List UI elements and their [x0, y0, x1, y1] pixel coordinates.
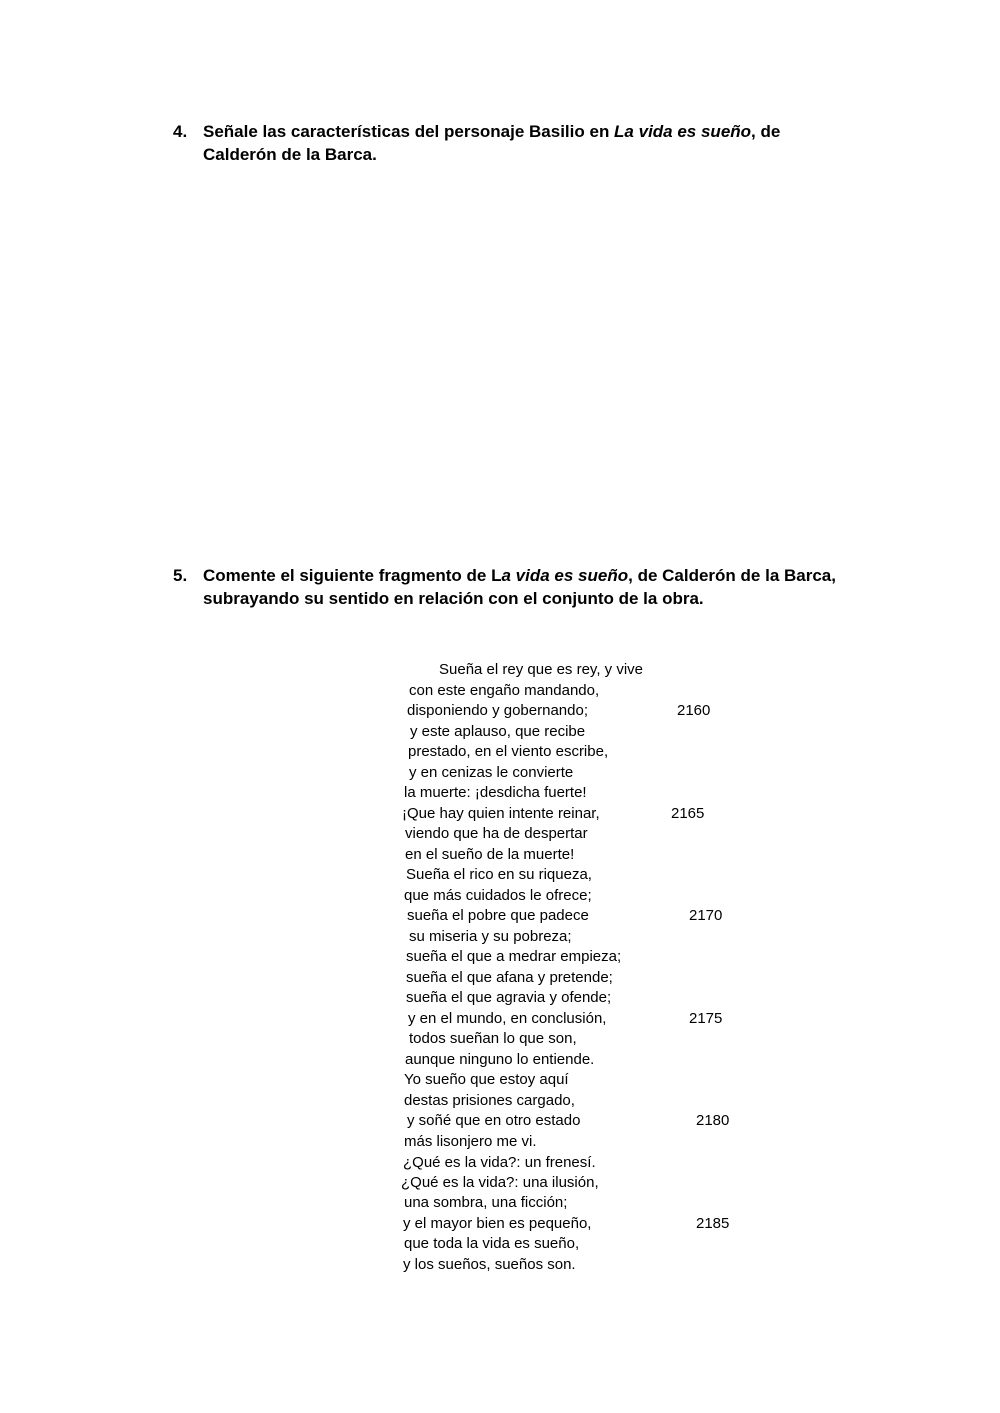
- poem-line: sueña el pobre que padece: [407, 907, 589, 924]
- poem-line: y los sueños, sueños son.: [403, 1256, 576, 1273]
- poem-line: una sombra, una ficción;: [404, 1194, 568, 1211]
- poem-line: la muerte: ¡desdicha fuerte!: [404, 784, 587, 801]
- poem-line: ¿Qué es la vida?: un frenesí.: [403, 1154, 596, 1171]
- poem-line: en el sueño de la muerte!: [405, 846, 575, 863]
- work-title: a vida es sueño: [501, 566, 629, 585]
- poem-line: ¿Qué es la vida?: una ilusión,: [401, 1174, 599, 1191]
- poem-line: prestado, en el viento escribe,: [408, 743, 609, 760]
- verse-number: 2170: [689, 907, 723, 924]
- poem-line: y soñé que en otro estado: [407, 1112, 581, 1129]
- poem-line: más lisonjero me vi.: [404, 1133, 537, 1150]
- question-text-part: , de: [751, 122, 781, 141]
- poem-line: y en el mundo, en conclusión,: [408, 1010, 607, 1027]
- poem-line: Sueña el rico en su riqueza,: [406, 866, 592, 883]
- verse-number: 2175: [689, 1010, 723, 1027]
- poem-line: y el mayor bien es pequeño,: [403, 1215, 592, 1232]
- poem-line: aunque ninguno lo entiende.: [405, 1051, 595, 1068]
- question-text: [203, 564, 873, 610]
- question-4: [173, 120, 873, 166]
- verse-number: 2160: [677, 702, 711, 719]
- poem-line: disponiendo y gobernando;: [407, 702, 588, 719]
- verse-number: 2165: [671, 805, 705, 822]
- verse-number: 2185: [696, 1215, 730, 1232]
- question-number: 4.: [173, 122, 188, 141]
- question-text-part: , de Calderón de la Barca,: [628, 566, 836, 585]
- poem-line: viendo que ha de despertar: [405, 825, 588, 842]
- poem-line: sueña el que a medrar empieza;: [406, 948, 622, 965]
- work-title: La vida es sueño: [614, 122, 752, 141]
- poem-line: que más cuidados le ofrece;: [404, 887, 592, 904]
- verse-number: 2180: [696, 1112, 730, 1129]
- poem-line: destas prisiones cargado,: [404, 1092, 575, 1109]
- question-text-part: Señale las características del personaje Basilio en: [203, 122, 615, 141]
- question-text-line2: Calderón de la Barca.: [203, 145, 377, 164]
- poem-line: su miseria y su pobreza;: [409, 928, 572, 945]
- question-number: 5.: [173, 566, 188, 585]
- poem-line: sueña el que agravia y ofende;: [406, 989, 612, 1006]
- poem-line: que toda la vida es sueño,: [404, 1235, 580, 1252]
- poem-line: y este aplauso, que recibe: [410, 723, 586, 740]
- poem-line: sueña el que afana y pretende;: [406, 969, 613, 986]
- question-text-part: Comente el siguiente fragmento de L: [203, 566, 502, 585]
- poem-line: todos sueñan lo que son,: [409, 1030, 577, 1047]
- poem-line: Yo sueño que estoy aquí: [404, 1071, 569, 1088]
- poem-line: ¡Que hay quien intente reinar,: [402, 805, 600, 822]
- poem-line: Sueña el rey que es rey, y vive: [439, 661, 643, 678]
- poem-line: con este engaño mandando,: [409, 682, 600, 699]
- poem-line: y en cenizas le convierte: [409, 764, 574, 781]
- question-text-line2: subrayando su sentido en relación con el conjunto de la obra.: [203, 589, 704, 608]
- question-5: [173, 564, 873, 610]
- question-text: [203, 120, 873, 166]
